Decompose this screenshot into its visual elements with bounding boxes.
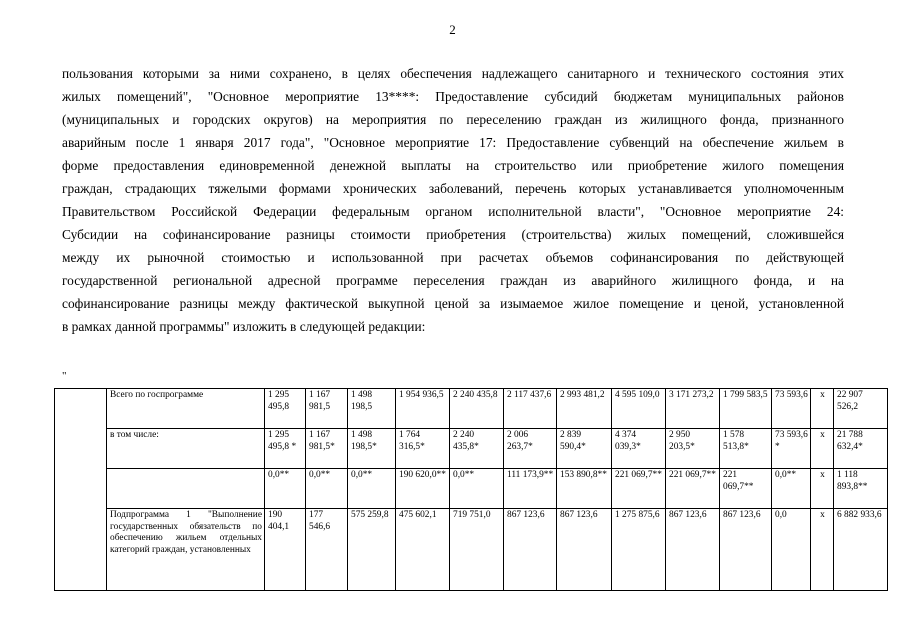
value-cell: 2 117 437,6 (504, 389, 557, 429)
row-label-cell: в том числе: (107, 429, 265, 469)
value-cell: 2 240 435,8* (450, 429, 504, 469)
value-cell: 1 295 495,8 (265, 389, 306, 429)
table-row (55, 389, 888, 429)
value-cell: 0,0 (772, 509, 811, 591)
empty-first-column-cell (55, 389, 107, 591)
paragraph-line: аварийным после 1 января 2017 года", "Основное мероприятие 17: Предоставление субвенций на обеспечение жильем в (62, 135, 844, 150)
value-cell: х (811, 509, 834, 591)
value-cell: 177 546,6 (306, 509, 348, 591)
paragraph-line: граждан, страдающих тяжелыми формами хронических заболеваний, перечень которых устанавливается уполномоченным (62, 181, 844, 196)
paragraph-line: Правительством Российской Федерации федеральным органом исполнительной власти", "Основное мероприятие 24: (62, 204, 844, 219)
paragraph-line: форме предоставления единовременной денежной выплаты на строительство или приобретение жилого помещения (62, 158, 844, 173)
table-row (55, 509, 888, 591)
body-paragraph (62, 62, 844, 338)
table-row (55, 429, 888, 469)
value-cell: 0,0** (772, 469, 811, 509)
value-cell: 1 799 583,5 (720, 389, 772, 429)
opening-quote-mark: " (62, 370, 67, 382)
row-label-cell: Всего по госпрограмме (107, 389, 265, 429)
value-cell: 153 890,8** (557, 469, 612, 509)
value-cell: 6 882 933,6 (834, 509, 888, 591)
value-cell: 719 751,0 (450, 509, 504, 591)
value-cell: 1 954 936,5 (396, 389, 450, 429)
paragraph-line: Субсидии на софинансирование разницы стоимости приобретения (строительства) жилых помещений, сложившейся (62, 227, 844, 242)
value-cell: 22 907 526,2 (834, 389, 888, 429)
page-number: 2 (449, 22, 456, 37)
value-cell: 1 498 198,5 (348, 389, 396, 429)
value-cell: 0,0** (348, 469, 396, 509)
value-cell: 1 578 513,8* (720, 429, 772, 469)
value-cell: 73 593,6 * (772, 429, 811, 469)
row-label-cell: Подпрограмма 1 "Выполнение государственных обязательств по обеспечению жильем отдельных категорий граждан, установленных (107, 509, 265, 591)
row-label-cell (107, 469, 265, 509)
value-cell: 0,0** (306, 469, 348, 509)
value-cell: 4 374 039,3* (612, 429, 666, 469)
value-cell: 1 295 495,8 * (265, 429, 306, 469)
value-cell: 575 259,8 (348, 509, 396, 591)
value-cell: 867 123,6 (720, 509, 772, 591)
value-cell: х (811, 469, 834, 509)
value-cell: 111 173,9** (504, 469, 557, 509)
value-cell: 2 839 590,4* (557, 429, 612, 469)
value-cell: х (811, 429, 834, 469)
value-cell: 1 498 198,5* (348, 429, 396, 469)
value-cell: 221 069,7** (666, 469, 720, 509)
value-cell: 1 764 316,5* (396, 429, 450, 469)
value-cell: 867 123,6 (666, 509, 720, 591)
value-cell: 2 950 203,5* (666, 429, 720, 469)
value-cell: 475 602,1 (396, 509, 450, 591)
paragraph-line: (муниципальных и городских округов) на мероприятия по переселению граждан из жилищного фонда, признанного (62, 112, 844, 127)
value-cell: 221 069,7** (720, 469, 772, 509)
value-cell: 3 171 273,2 (666, 389, 720, 429)
value-cell: 1 275 875,6 (612, 509, 666, 591)
paragraph-line: софинансирование разницы между фактической выкупной ценой за изымаемое жилое помещение и ценой, установленной (62, 296, 844, 311)
paragraph-line: пользования которыми за ними сохранено, в целях обеспечения надлежащего санитарного и технического состояния этих (62, 66, 844, 81)
value-cell: 0,0** (265, 469, 306, 509)
value-cell: 2 240 435,8 (450, 389, 504, 429)
value-cell: 190 404,1 (265, 509, 306, 591)
value-cell: 1 167 981,5 (306, 389, 348, 429)
value-cell: 867 123,6 (504, 509, 557, 591)
value-cell: 0,0** (450, 469, 504, 509)
value-cell: 1 167 981,5* (306, 429, 348, 469)
value-cell: 221 069,7** (612, 469, 666, 509)
paragraph-line: в рамках данной программы" изложить в следующей редакции: (62, 319, 426, 334)
paragraph-line: между их рыночной стоимостью и использованной при расчетах объемов софинансирования по действующей (62, 250, 844, 265)
value-cell: 4 595 109,0 (612, 389, 666, 429)
value-cell: 2 006 263,7* (504, 429, 557, 469)
value-cell: 190 620,0** (396, 469, 450, 509)
value-cell: х (811, 389, 834, 429)
value-cell: 73 593,6 (772, 389, 811, 429)
value-cell: 867 123,6 (557, 509, 612, 591)
program-funding-table (54, 388, 888, 591)
table-row (55, 469, 888, 509)
value-cell: 2 993 481,2 (557, 389, 612, 429)
paragraph-line: государственной региональной адресной программе переселения граждан из аварийного жилищного фонда, и на (62, 273, 844, 288)
value-cell: 1 118 893,8** (834, 469, 888, 509)
value-cell: 21 788 632,4* (834, 429, 888, 469)
paragraph-line: жилых помещений", "Основное мероприятие 13****: Предоставление субсидий бюджетам муниципальных районов (62, 89, 844, 104)
